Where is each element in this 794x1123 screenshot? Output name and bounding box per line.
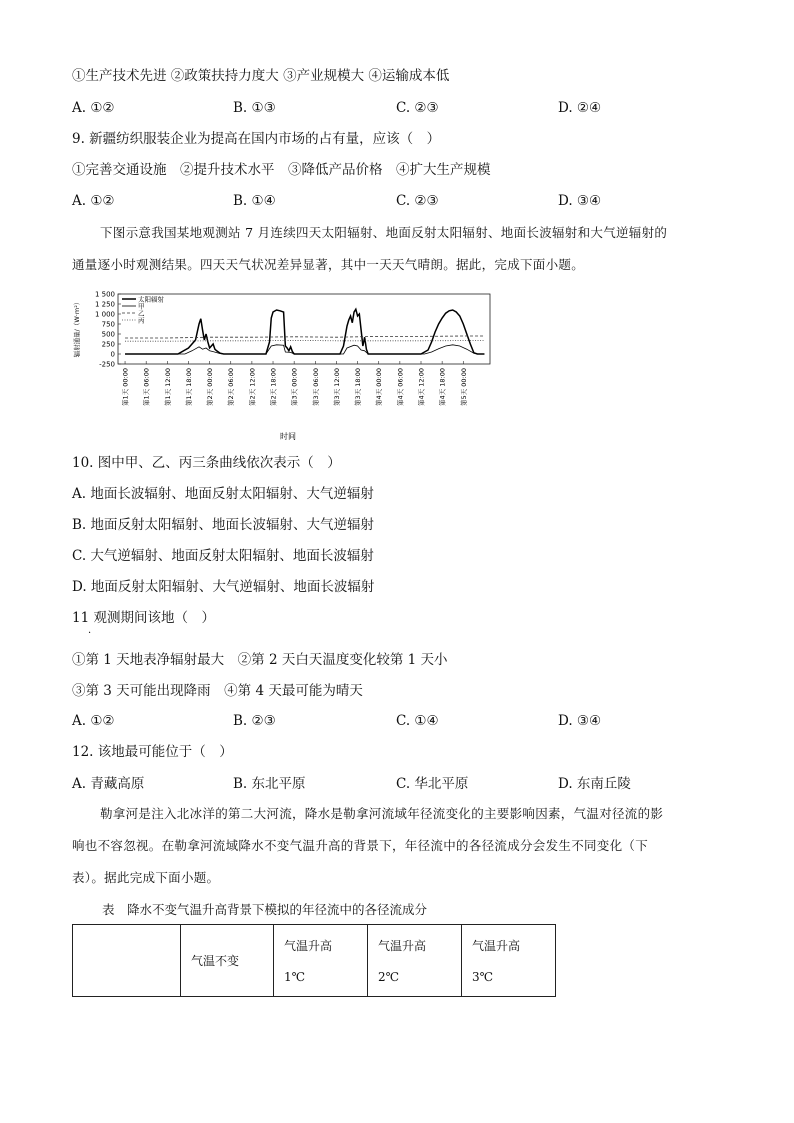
table-header-row <box>73 925 556 997</box>
temp-plus-3-value: 3℃ <box>472 970 494 984</box>
y-tick-label: 1 500 <box>94 290 115 299</box>
intro2-line3: 表）。据此完成下面小题。 <box>72 870 220 885</box>
x-tick-label: 第1天 06:00 <box>142 368 151 406</box>
x-tick-label: 第2天 06:00 <box>227 368 236 406</box>
q9-option-c[interactable]: C. ②③ <box>396 193 439 209</box>
temp-plus-3-label: 气温升高 <box>472 939 521 953</box>
q11-option-c[interactable]: C. ①④ <box>396 713 439 729</box>
q8-items: ①生产技术先进 ②政策扶持力度大 ③产业规模大 ④运输成本低 <box>72 68 450 84</box>
q9-stem: 9. 新疆纺织服装企业为提高在国内市场的占有量，应该（ ） <box>72 131 441 147</box>
y-tick-label: 250 <box>101 340 115 349</box>
q10-stem: 10. 图中甲、乙、丙三条曲线依次表示（ ） <box>72 455 341 471</box>
q11-option-a[interactable]: A. ①② <box>72 713 115 729</box>
x-tick-label: 第3天 18:00 <box>354 368 363 406</box>
radiation-chart <box>70 288 500 448</box>
table-caption: 表 降水不变气温升高背景下模拟的年径流中的各径流成分 <box>102 902 428 917</box>
chart-x-axis-label: 时间 <box>280 432 296 441</box>
q10-option-a[interactable]: A. 地面长波辐射、地面反射太阳辐射、大气逆辐射 <box>72 486 374 502</box>
legend-label: 太阳辐射 <box>138 295 164 304</box>
q10-option-d[interactable]: D. 地面反射太阳辐射、大气逆辐射、地面长波辐射 <box>72 579 375 595</box>
x-tick-label: 第2天 00:00 <box>206 368 215 406</box>
x-tick-label: 第1天 00:00 <box>121 368 130 406</box>
intro-paragraph-2 <box>72 805 727 887</box>
legend-label: 丙 <box>138 316 145 325</box>
legend-label: 甲 <box>138 302 145 311</box>
stray-dot: · <box>88 628 92 639</box>
y-tick-label: 1 250 <box>94 300 115 309</box>
q11-option-d[interactable]: D. ③④ <box>558 713 602 729</box>
q9-option-d[interactable]: D. ③④ <box>558 193 602 209</box>
x-tick-label: 第4天 00:00 <box>375 368 384 406</box>
q10-option-c[interactable]: C. 大气逆辐射、地面反射太阳辐射、地面长波辐射 <box>72 548 374 564</box>
series-line-2 <box>125 336 484 338</box>
q8-option-d[interactable]: D. ②④ <box>558 100 602 116</box>
q12-stem: 12. 该地最可能位于（ ） <box>72 744 233 760</box>
x-tick-label: 第1天 12:00 <box>163 368 172 406</box>
q9-option-a[interactable]: A. ①② <box>72 193 115 209</box>
y-tick-label: 1 000 <box>94 310 115 319</box>
q12-option-b[interactable]: B. 东北平原 <box>233 776 306 792</box>
table-header-temp-plus-3 <box>462 925 556 997</box>
q8-option-b[interactable]: B. ①③ <box>233 100 276 116</box>
q11-stem: 11 观测期间该地（ ） <box>72 610 215 626</box>
x-tick-label: 第3天 00:00 <box>290 368 299 406</box>
x-tick-label: 第4天 06:00 <box>396 368 405 406</box>
q9-option-b[interactable]: B. ①④ <box>233 193 276 209</box>
x-tick-label: 第2天 18:00 <box>269 368 278 406</box>
intro1-line2: 通量逐小时观测结果。四天天气状况差异显著，其中一天天气晴朗。据此，完成下面小题。 <box>72 257 585 272</box>
q8-option-a[interactable]: A. ①② <box>72 100 115 116</box>
q12-option-d[interactable]: D. 东南丘陵 <box>558 776 631 792</box>
q9-items: ①完善交通设施 ②提升技术水平 ③降低产品价格 ④扩大生产规模 <box>72 162 491 178</box>
x-tick-label: 第4天 18:00 <box>438 368 447 406</box>
intro-paragraph-1 <box>72 224 727 274</box>
q11-items-2: ③第 3 天可能出现降雨 ④第 4 天最可能为晴天 <box>72 683 363 699</box>
table-header-empty <box>73 925 181 997</box>
series-line-3 <box>125 340 484 341</box>
table-header-temp-unchanged <box>181 925 274 997</box>
chart-y-axis-label: 辐射通量/（W·m²） <box>73 298 81 358</box>
q10-option-b[interactable]: B. 地面反射太阳辐射、地面长波辐射、大气逆辐射 <box>72 517 375 533</box>
q11-items-1: ①第 1 天地表净辐射最大 ②第 2 天白天温度变化较第 1 天小 <box>72 652 448 668</box>
y-tick-label: -250 <box>99 360 115 369</box>
x-tick-label: 第4天 12:00 <box>417 368 426 406</box>
y-tick-label: 500 <box>101 330 115 339</box>
temp-plus-1-label: 气温升高 <box>284 939 333 953</box>
q8-option-c[interactable]: C. ②③ <box>396 100 439 116</box>
x-tick-label: 第3天 12:00 <box>332 368 341 406</box>
temp-plus-1-value: 1℃ <box>284 970 306 984</box>
temp-plus-2-label: 气温升高 <box>378 939 427 953</box>
legend-label: 乙 <box>138 309 145 318</box>
x-tick-label: 第2天 12:00 <box>248 368 257 406</box>
x-tick-label: 第5天 00:00 <box>459 368 468 406</box>
x-tick-label: 第3天 06:00 <box>311 368 320 406</box>
q11-option-b[interactable]: B. ②③ <box>233 713 276 729</box>
runoff-table <box>72 924 556 997</box>
table-header-temp-plus-2 <box>368 925 462 997</box>
table-header-temp-plus-1 <box>274 925 368 997</box>
y-tick-label: 750 <box>101 320 115 329</box>
intro2-line1: 勒拿河是注入北冰洋的第二大河流，降水是勒拿河流域年径流变化的主要影响因素，气温对径流的影 <box>100 806 664 821</box>
intro1-line1: 下图示意我国某地观测站 7 月连续四天太阳辐射、地面反射太阳辐射、地面长波辐射和大气逆辐射的 <box>100 225 668 240</box>
temp-unchanged-label: 气温不变 <box>191 954 240 968</box>
y-tick-label: 0 <box>110 350 115 359</box>
q12-option-a[interactable]: A. 青藏高原 <box>72 776 145 792</box>
temp-plus-2-value: 2℃ <box>378 970 400 984</box>
x-tick-label: 第1天 18:00 <box>184 368 193 406</box>
intro2-line2: 响也不容忽视。在勒拿河流域降水不变气温升高的背景下，年径流中的各径流成分会发生不同变化（下 <box>72 838 649 853</box>
q12-option-c[interactable]: C. 华北平原 <box>396 776 469 792</box>
series-line-0 <box>125 309 484 354</box>
